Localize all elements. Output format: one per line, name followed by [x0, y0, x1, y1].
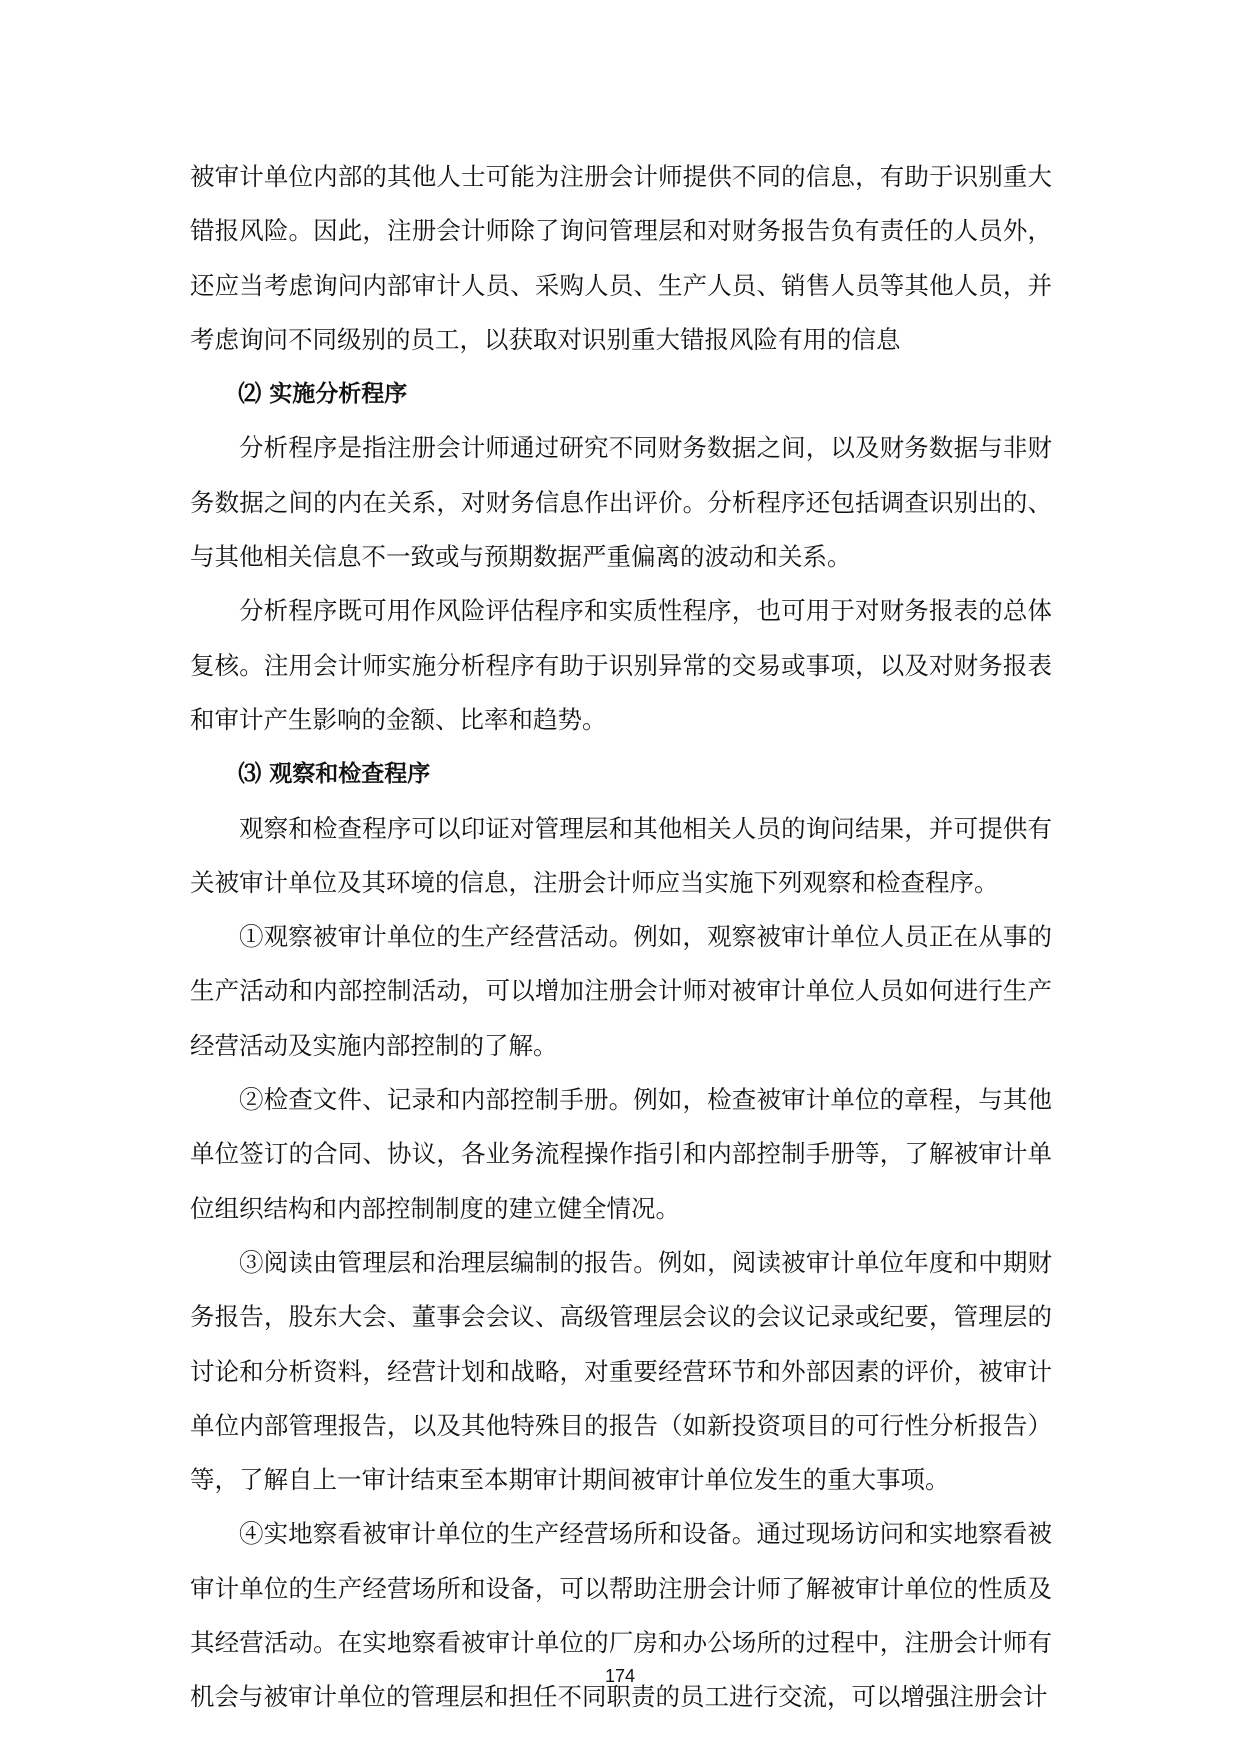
paragraph-item-1: ①观察被审计单位的生产经营活动。例如，观察被审计单位人员正在从事的生产活动和内部控制活动，可以增加注册会计师对被审计单位人员如何进行生产经营活动及实施内部控制的了解。: [190, 922, 1052, 1060]
section-heading-analytical-procedures: ⑵ 实施分析程序: [238, 381, 408, 408]
paragraph-item-2: ②检查文件、记录和内部控制手册。例如，检查被审计单位的章程，与其他单位签订的合同、协议，各业务流程操作指引和内部控制手册等，了解被审计单位组织结构和内部控制制度的建立健全情况。: [190, 1085, 1052, 1223]
paragraph-item-4: ④实地察看被审计单位的生产经营场所和设备。通过现场访问和实地察看被审计单位的生产经营场所和设备，可以帮助注册会计师了解被审计单位的性质及其经营活动。在实地察看被审计单位的厂房和办公场所的过程中，注册会计师有机会与被审计单位的管理层和担任不同职责的员工进行交流，可以增强注册会计: [190, 1519, 1052, 1712]
paragraph-item-3: ③阅读由管理层和治理层编制的报告。例如，阅读被审计单位年度和中期财务报告，股东大会、董事会会议、高级管理层会议的会议记录或纪要，管理层的讨论和分析资料，经营计划和战略，对重要经营环节和外部因素的评价，被审计单位内部管理报告，以及其他特殊目的报告（如新投资项目的可行性分析报告）等，了解自上一审计结束至本期审计期间被审计单位发生的重大事项。: [190, 1247, 1052, 1495]
paragraph-inquiry-others: 被审计单位内部的其他人士可能为注册会计师提供不同的信息，有助于识别重大错报风险。因此，注册会计师除了询问管理层和对财务报告负有责任的人员外，还应当考虑询问内部审计人员、采购人员、生产人员、销售人员等其他人员，并考虑询问不同级别的员工，以获取对识别重大错报风险有用的信息: [190, 162, 1052, 354]
paragraph-observation-intro: 观察和检查程序可以印证对管理层和其他相关人员的询问结果，并可提供有关被审计单位及其环境的信息，注册会计师应当实施下列观察和检查程序。: [190, 813, 1052, 897]
section-heading-observation-inspection: ⑶ 观察和检查程序: [238, 761, 431, 788]
paragraph-analytical-definition: 分析程序是指注册会计师通过研究不同财务数据之间，以及财务数据与非财务数据之间的内在关系，对财务信息作出评价。分析程序还包括调查识别出的、与其他相关信息不一致或与预期数据严重偏离的波动和关系。: [190, 433, 1052, 572]
page-number: 174: [604, 1666, 636, 1686]
page-body: [190, 150, 1052, 1725]
paragraph-analytical-usage: 分析程序既可用作风险评估程序和实质性程序，也可用于对财务报表的总体复核。注用会计师实施分析程序有助于识别异常的交易或事项，以及对财务报表和审计产生影响的金额、比率和趋势。: [190, 596, 1052, 734]
